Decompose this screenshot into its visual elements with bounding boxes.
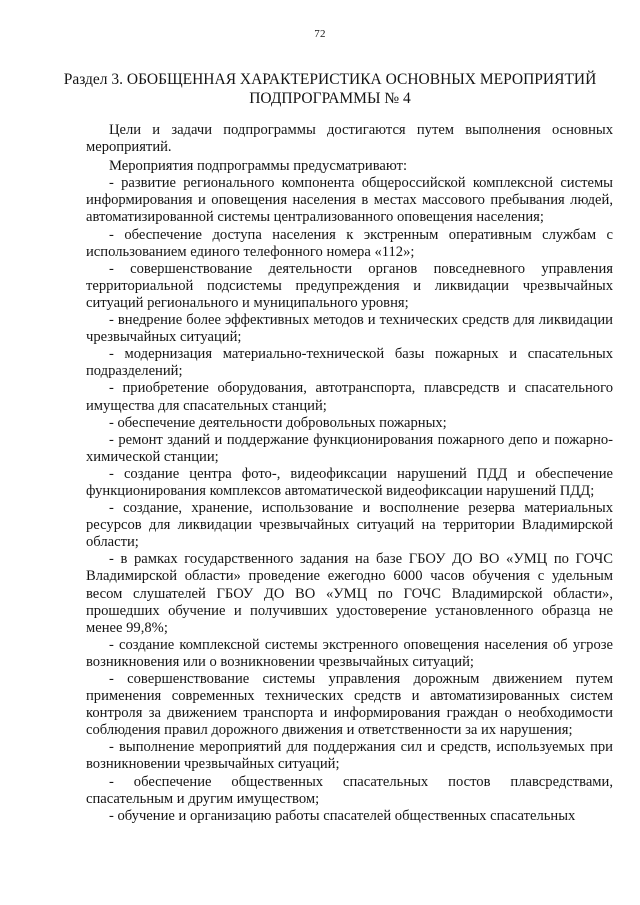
list-item: - создание комплексной системы экстренного оповещения населения об угрозе возникновения или о возникновении чрезвычайных ситуаций; [86, 636, 613, 670]
section-title: Раздел 3. ОБОБЩЕННАЯ ХАРАКТЕРИСТИКА ОСНОВНЫХ МЕРОПРИЯТИЙ ПОДПРОГРАММЫ № 4 [63, 71, 597, 107]
list-item: - обеспечение общественных спасательных постов плавсредствами, спасательным и другим имуществом; [86, 773, 613, 807]
list-item: - выполнение мероприятий для поддержания сил и средств, используемых при возникновении чрезвычайных ситуаций; [86, 739, 613, 773]
list-item: - в рамках государственного задания на базе ГБОУ ДО ВО «УМЦ по ГОЧС Владимирской области» проведение ежегодно 6000 часов обучения с удельным весом слушателей ГБОУ ДО ВО «УМЦ по ГОЧС Владимирской области», прошедших обучение и получивших удостоверение установленного образца не менее 99,8%; [86, 551, 613, 636]
list-item: - совершенствование системы управления дорожным движением путем применения современных технических средств и автоматизированных систем контроля за движением транспорта и информирования граждан о необходимости соблюдения правил дорожного движения и ответственности за их нарушения; [86, 671, 613, 739]
list-item: - создание центра фото-, видеофиксации нарушений ПДД и обеспечение функционирования комплексов автоматической видеофиксации нарушений ПДД; [86, 465, 613, 499]
list-item: - создание, хранение, использование и восполнение резерва материальных ресурсов для ликвидации чрезвычайных ситуаций на территории Владимирской области; [86, 500, 613, 551]
page-number: 72 [314, 28, 326, 40]
list-item: - развитие регионального компонента общероссийской комплексной системы информирования и оповещения населения в местах массового пребывания людей, автоматизированной системы централизованного оповещения населения; [86, 175, 613, 226]
list-item: - внедрение более эффективных методов и технических средств для ликвидации чрезвычайных ситуаций; [86, 312, 613, 346]
document-body [86, 122, 613, 825]
paragraph-lead: Мероприятия подпрограммы предусматривают: [109, 158, 408, 175]
list-item: - обеспечение доступа населения к экстренным оперативным службам с использованием единого телефонного номера «112»; [86, 226, 613, 260]
list-item: - обучение и организацию работы спасателей общественных спасательных [109, 807, 576, 824]
list-item: - приобретение оборудования, автотранспорта, плавсредств и спасательного имущества для спасательных станций; [86, 380, 613, 414]
list-item: - ремонт зданий и поддержание функционирования пожарного депо и пожарно-химической станции; [86, 431, 613, 465]
paragraph-intro: Цели и задачи подпрограммы достигаются путем выполнения основных мероприятий. [86, 122, 613, 156]
list-item: - совершенствование деятельности органов повседневного управления территориальной подсистемы предупреждения и ликвидации чрезвычайных ситуаций регионального и муниципального уровня; [86, 260, 613, 311]
list-item: - модернизация материально-технической базы пожарных и спасательных подразделений; [86, 346, 613, 380]
list-item: - обеспечение деятельности добровольных пожарных; [109, 414, 447, 431]
